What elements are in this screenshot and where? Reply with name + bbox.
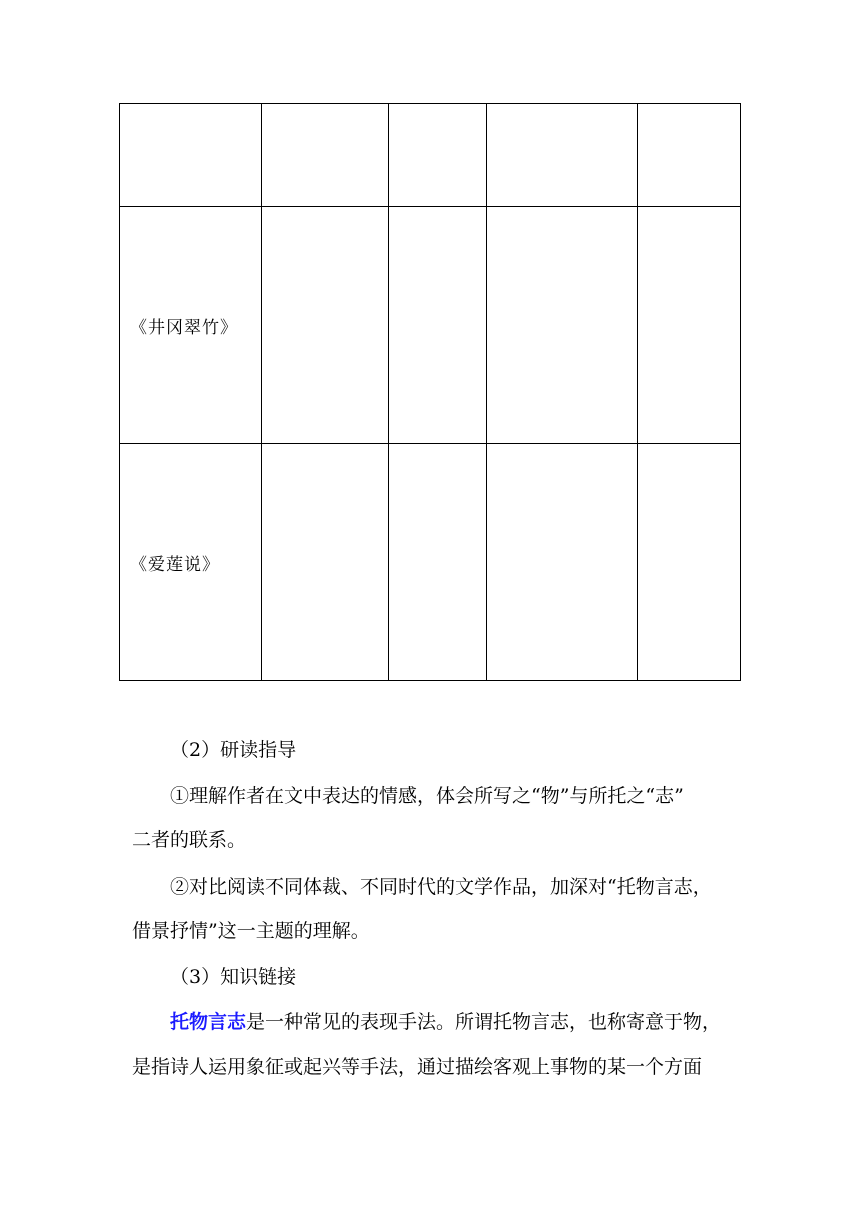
- knowledge-line-1-text: 是一种常见的表现手法。所谓托物言志，也称寄意于物，: [246, 1011, 722, 1033]
- table-cell: [262, 444, 389, 681]
- table-cell: [487, 104, 638, 207]
- section-heading-knowledge-link: （3）知识链接: [170, 966, 297, 988]
- table-row: [120, 444, 741, 681]
- table-cell: [638, 104, 741, 207]
- table-row: [120, 104, 741, 207]
- comparison-table: [119, 103, 741, 681]
- table-cell: [638, 207, 741, 444]
- guide-item-1-line-2: 二者的联系。: [132, 829, 247, 851]
- table-cell-title: 《爱莲说》: [120, 444, 262, 681]
- table-cell: [487, 207, 638, 444]
- guide-item-2-line-1: ②对比阅读不同体裁、不同时代的文学作品，加深对“托物言志，: [170, 876, 712, 898]
- table-cell-title: [120, 104, 262, 207]
- table-cell: [262, 104, 389, 207]
- table-cell: [389, 444, 487, 681]
- table-cell-title: 《井冈翠竹》: [120, 207, 262, 444]
- knowledge-line-1: [170, 1009, 721, 1035]
- guide-item-1-line-1: ①理解作者在文中表达的情感，体会所写之“物”与所托之“志”: [170, 785, 684, 807]
- table-cell: [389, 104, 487, 207]
- table-row: [120, 207, 741, 444]
- table-cell: [389, 207, 487, 444]
- guide-item-2-line-2: 借景抒情”这一主题的理解。: [132, 920, 370, 942]
- table-cell: [638, 444, 741, 681]
- table-cell: [262, 207, 389, 444]
- table-cell: [487, 444, 638, 681]
- highlighted-term: 托物言志: [170, 1011, 247, 1033]
- section-heading-reading-guide: （2）研读指导: [170, 739, 297, 761]
- knowledge-line-2: 是指诗人运用象征或起兴等手法，通过描绘客观上事物的某一个方面: [132, 1056, 703, 1078]
